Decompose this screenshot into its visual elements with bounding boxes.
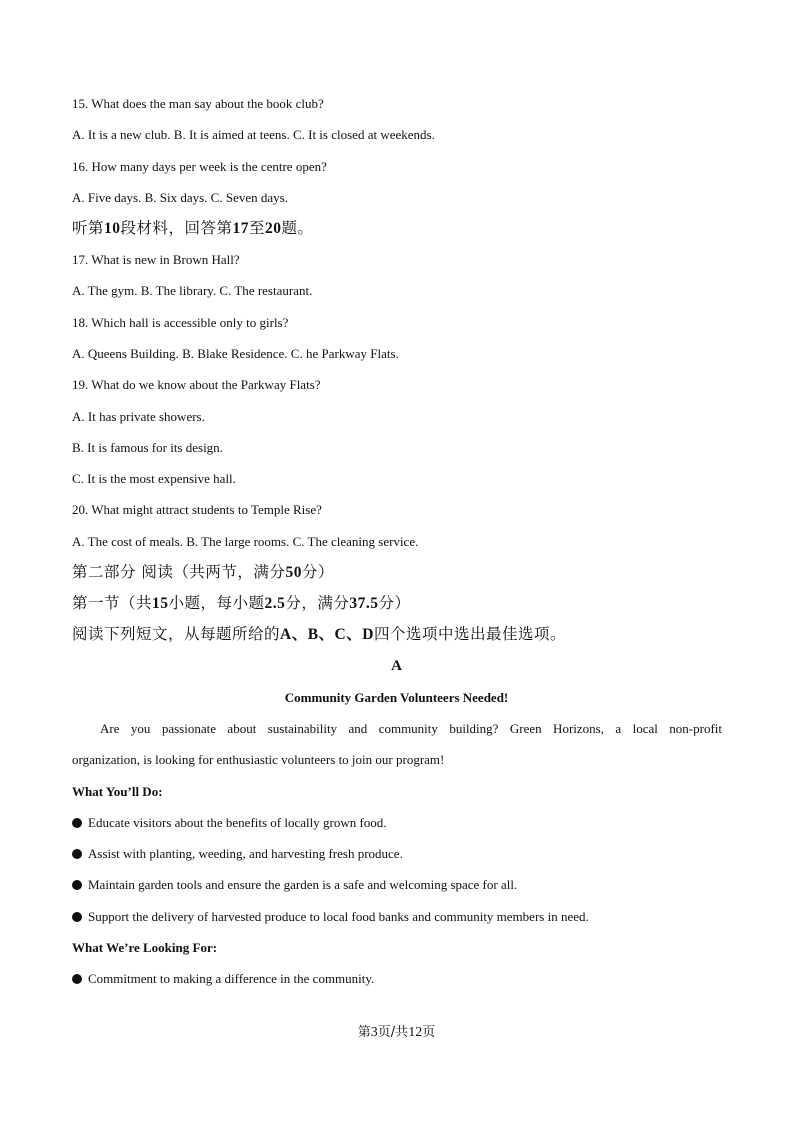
bullet-icon [72,912,82,922]
question-19-option-a: A. It has private showers. [72,409,205,424]
bullet-icon [72,974,82,984]
question-17-options: A. The gym. B. The library. C. The restaurant. [72,283,313,298]
question-15: 15. What does the man say about the book club? [72,96,324,111]
page-footer: 第3页/共12页 [357,1025,436,1040]
question-18: 18. Which hall is accessible only to girls? [72,315,289,330]
question-18-options: A. Queens Building. B. Blake Residence. C. he Parkway Flats. [72,346,399,361]
what-youll-do-heading: What You’ll Do: [72,784,163,799]
what-were-looking-for-heading: What We’re Looking For: [72,940,218,955]
question-16-options: A. Five days. B. Six days. C. Seven days. [72,190,288,205]
bullet-icon [72,880,82,890]
list-item: Support the delivery of harvested produce to local food banks and community members in need. [72,909,589,925]
section-1-heading: 第一节（共15小题，每小题2.5分，满分37.5分） [72,594,411,612]
question-20-options: A. The cost of meals. B. The large rooms. C. The cleaning service. [72,534,419,549]
passage-intro-line-1: Are you passionate about sustainability and community building? Green Horizons, a local non-profit [100,721,722,736]
list-item: Commitment to making a difference in the community. [72,971,374,987]
question-19: 19. What do we know about the Parkway Flats? [72,377,321,392]
question-19-option-c: C. It is the most expensive hall. [72,471,236,486]
question-16: 16. How many days per week is the centre open? [72,159,327,174]
passage-letter: A [391,658,402,674]
part-2-heading: 第二部分 阅读（共两节，满分50分） [72,563,334,581]
reading-instruction: 阅读下列短文，从每题所给的A、B、C、D四个选项中选出最佳选项。 [72,625,566,643]
bullet-icon [72,849,82,859]
bullet-icon [72,818,82,828]
passage-title: Community Garden Volunteers Needed! [284,690,509,705]
passage-intro-line-2: organization, is looking for enthusiastic volunteers to join our program! [72,752,445,767]
question-19-option-b: B. It is famous for its design. [72,440,223,455]
list-item: Educate visitors about the benefits of locally grown food. [72,815,387,831]
question-17: 17. What is new in Brown Hall? [72,252,240,267]
list-item: Maintain garden tools and ensure the garden is a safe and welcoming space for all. [72,877,517,893]
question-15-options: A. It is a new club. B. It is aimed at teens. C. It is closed at weekends. [72,127,435,142]
section-10-heading: 听第10段材料，回答第17至20题。 [72,219,314,237]
question-20: 20. What might attract students to Temple Rise? [72,502,322,517]
list-item: Assist with planting, weeding, and harvesting fresh produce. [72,846,403,862]
